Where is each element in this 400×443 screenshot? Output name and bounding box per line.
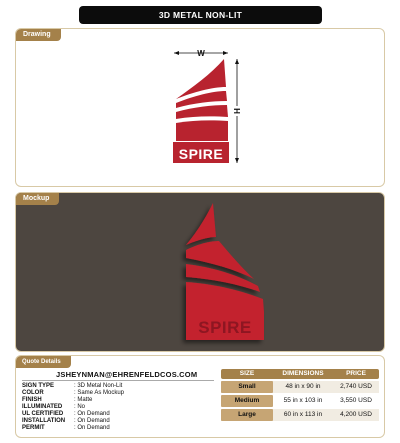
mockup-tag: Mockup [16,193,59,205]
page-title: 3D METAL NON-LIT [79,6,322,24]
height-dimension [231,59,243,163]
header-dimensions: DIMENSIONS [282,370,324,377]
spec-row: SIGN TYPE : 3D Metal Non-Lit [22,383,123,389]
price-cell: 2,740 USD [340,383,372,390]
table-row [221,409,379,421]
spec-list [22,383,222,432]
table-row [221,395,379,407]
spec-row: FINISH : Matte [22,397,93,403]
spire-logo-drawing [173,59,229,163]
dimensions-cell: 48 in x 90 in [285,383,321,390]
spec-row: UL CERTIFIED : On Demand [22,411,110,417]
quote-panel [15,355,385,438]
size-cell: Large [221,409,273,421]
spec-row: COLOR : Same As Mockup [22,390,125,396]
height-label: H [232,108,241,114]
customer-email: JSHEYNMAN@EHRENFELDCOS.COM [56,370,198,379]
header-size: SIZE [239,370,255,377]
price-table [221,369,379,421]
drawing-tag: Drawing [16,29,61,41]
dimensions-cell: 60 in x 113 in [283,411,323,418]
size-cell: Medium [221,395,273,407]
mockup-logo-text: SPIRE [198,318,252,337]
quote-tag: Quote Details [16,356,71,368]
spec-row: INSTALLATION : On Demand [22,418,110,424]
width-label: W [197,49,205,58]
mockup-illustration [16,193,385,352]
spire-logo-mockup [186,203,264,340]
divider [22,380,214,381]
header-price: PRICE [346,370,366,377]
mockup-panel [15,192,385,352]
size-cell: Small [221,381,273,393]
spec-row: PERMIT : On Demand [22,425,110,431]
drawing-panel [15,28,385,187]
price-cell: 4,200 USD [340,411,372,418]
width-dimension [174,49,228,58]
dimensions-cell: 55 in x 103 in [283,397,323,404]
price-table-header [221,369,379,379]
table-row [221,381,379,393]
spec-row: ILLUMINATED : No [22,404,86,410]
drawing-illustration [16,29,385,187]
drawing-logo-text: SPIRE [178,146,224,162]
price-cell: 3,550 USD [340,397,372,404]
